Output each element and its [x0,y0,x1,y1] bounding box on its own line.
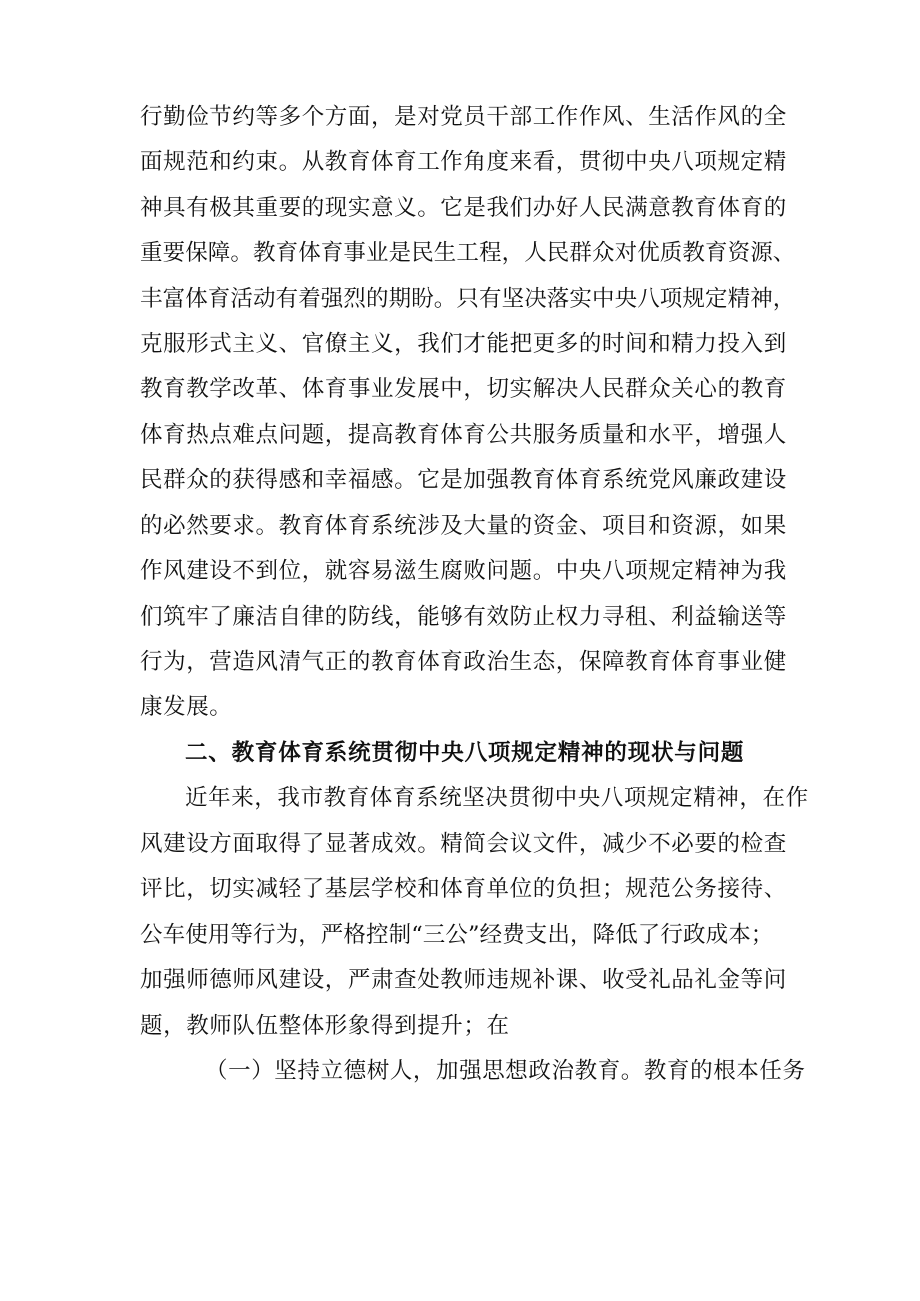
paragraph1-line: 行为，营造风清气正的教育体育政治生态，保障教育体育事业健 [140,649,787,675]
paragraph1-line: 克服形式主义、官僚主义，我们才能把更多的时间和精力投入到 [140,331,787,357]
paragraph1-line: 作风建设不到位，就容易滋生腐败问题。中央八项规定精神为我 [140,558,787,584]
paragraph1-line: 们筑牢了廉洁自律的防线，能够有效防止权力寻租、利益输送等 [140,604,787,630]
paragraph1-line: 重要保障。教育体育事业是民生工程，人民群众对优质教育资源、 [140,240,796,266]
paragraph2-line: 近年来，我市教育体育系统坚决贯彻中央八项规定精神，在作 [185,785,809,811]
paragraph1-line: 体育热点难点问题，提高教育体育公共服务质量和水平，增强人 [140,422,787,448]
paragraph1-line: 教育教学改革、体育事业发展中，切实解决人民群众关心的教育 [140,376,787,402]
paragraph2-line: 加强师德师风建设，严肃查处教师违规补课、收受礼品礼金等问 [140,967,787,993]
paragraph2-line: 评比，切实减轻了基层学校和体育单位的负担；规范公务接待、 [140,876,787,902]
paragraph2-line: 风建设方面取得了显著成效。精简会议文件，减少不必要的检查 [140,831,787,857]
paragraph2-line: 公车使用等行为，严格控制“三公”经费支出，降低了行政成本； [140,922,774,948]
section-heading: 二、教育体育系统贯彻中央八项规定精神的现状与问题 [185,740,745,766]
paragraph1-line: 康发展。 [140,694,233,720]
subsection-line: （一）坚持立德树人，加强思想政治教育。教育的根本任务 [205,1058,806,1084]
paragraph2-line: 题，教师队伍整体形象得到提升；在 [140,1013,510,1039]
paragraph1-line: 面规范和约束。从教育体育工作角度来看，贯彻中央八项规定精 [140,149,787,175]
paragraph1-line: 丰富体育活动有着强烈的期盼。只有坚决落实中央八项规定精神， [140,286,796,312]
paragraph1-line: 的必然要求。教育体育系统涉及大量的资金、项目和资源，如果 [140,513,787,539]
paragraph1-line: 民群众的获得感和幸福感。它是加强教育体育系统党风廉政建设 [140,467,787,493]
paragraph1-line: 神具有极其重要的现实意义。它是我们办好人民满意教育体育的 [140,195,787,221]
paragraph1-line: 行勤俭节约等多个方面，是对党员干部工作作风、生活作风的全 [140,104,787,130]
